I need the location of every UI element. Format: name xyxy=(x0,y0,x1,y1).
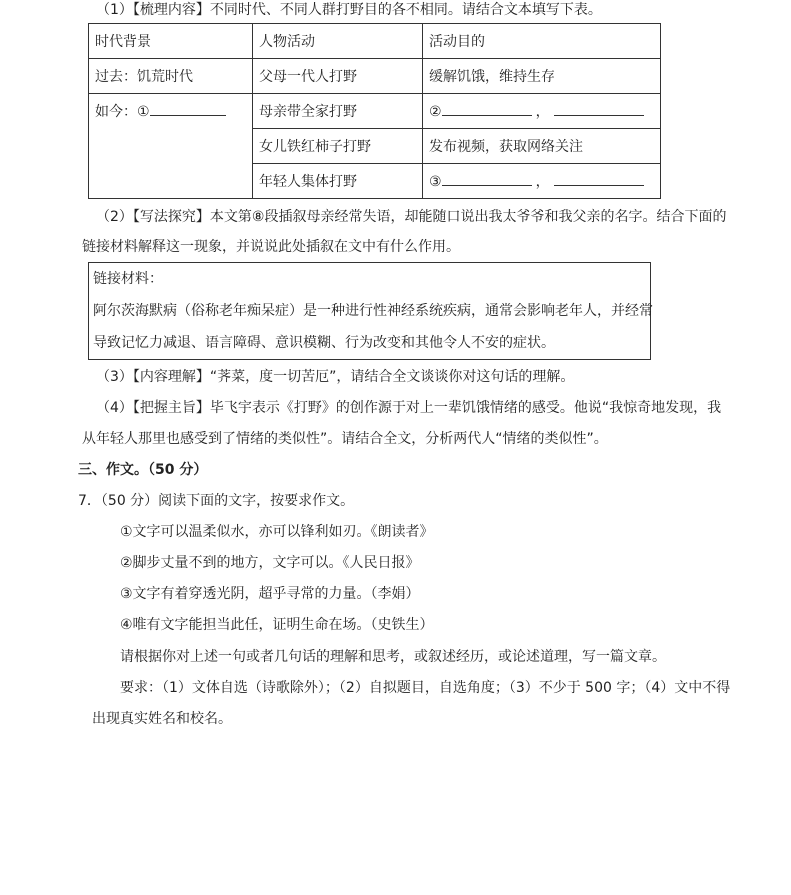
header-era: 时代背景 xyxy=(89,24,253,59)
q7-requirements-line1: 要求：（1）文体自选（诗歌除外）；（2）自拟题目，自选角度；（3）不少于 500 字；（4）文中不得 xyxy=(120,680,731,696)
cell-purpose: 发布视频，获取网络关注 xyxy=(423,129,661,164)
blank-marker: ② xyxy=(429,104,442,120)
answer-blank-2b[interactable] xyxy=(554,102,644,116)
blank-separator: ， xyxy=(535,174,550,190)
q1-intro: （1）【梳理内容】不同时代、不同人群打野目的各不相同。请结合文本填写下表。 xyxy=(96,2,602,18)
cell-activity: 年轻人集体打野 xyxy=(253,164,423,199)
material-line2: 导致记忆力减退、语言障碍、意识模糊、行为改变和其他令人不安的症状。 xyxy=(93,335,555,351)
q7-requirements-line2: 出现真实姓名和校名。 xyxy=(92,711,232,727)
now-label: 如今：① xyxy=(95,104,150,120)
quote-item: ②脚步丈量不到的地方，文字可以。《人民日报》 xyxy=(120,555,420,571)
q2-line1: （2）【写法探究】本文第⑧段插叙母亲经常失语，却能随口说出我太爷爷和我父亲的名字。结合下面的 xyxy=(96,209,727,225)
cell-activity: 女儿铁红柿子打野 xyxy=(253,129,423,164)
section-heading: 三、作文。（50 分） xyxy=(78,462,208,478)
cell-activity: 母亲带全家打野 xyxy=(253,94,423,129)
q3-text: （3）【内容理解】“荠菜，度一切苦厄”，请结合全文谈谈你对这句话的理解。 xyxy=(96,369,575,385)
table-row xyxy=(89,94,661,129)
cell-era-past: 过去：饥荒时代 xyxy=(89,59,253,94)
material-title: 链接材料： xyxy=(93,271,163,287)
purpose-table xyxy=(88,23,661,199)
blank-marker: ③ xyxy=(429,174,442,190)
cell-activity: 父母一代人打野 xyxy=(253,59,423,94)
quote-item: ③文字有着穿透光阴，超乎寻常的力量。（李娟） xyxy=(120,586,420,602)
header-purpose: 活动目的 xyxy=(423,24,661,59)
blank-separator: ， xyxy=(535,104,550,120)
q7-instruction: 请根据你对上述一句或者几句话的理解和思考，或叙述经历，或论述道理，写一篇文章。 xyxy=(120,649,666,665)
cell-purpose: 缓解饥饿，维持生存 xyxy=(423,59,661,94)
cell-purpose xyxy=(423,164,661,199)
answer-blank-3b[interactable] xyxy=(554,172,644,186)
link-material-box xyxy=(88,262,651,360)
table-header-row xyxy=(89,24,661,59)
cell-era-now xyxy=(89,94,253,199)
q2-line2: 链接材料解释这一现象，并说说此处插叙在文中有什么作用。 xyxy=(82,239,460,255)
cell-purpose xyxy=(423,94,661,129)
quote-item: ①文字可以温柔似水，亦可以锋利如刃。《朗读者》 xyxy=(120,524,434,540)
answer-blank-2a[interactable] xyxy=(442,102,532,116)
header-activity: 人物活动 xyxy=(253,24,423,59)
q4-line2: 从年轻人那里也感受到了情绪的类似性”。请结合全文，分析两代人“情绪的类似性”。 xyxy=(82,431,608,447)
answer-blank-1[interactable] xyxy=(150,102,226,116)
q4-line1: （4）【把握主旨】毕飞宇表示《打野》的创作源于对上一辈饥饿情绪的感受。他说“我惊奇地发现，我 xyxy=(96,400,722,416)
q7-intro: 7．（50 分）阅读下面的文字，按要求作文。 xyxy=(78,493,355,509)
answer-blank-3a[interactable] xyxy=(442,172,532,186)
quote-item: ④唯有文字能担当此任，证明生命在场。（史铁生） xyxy=(120,617,434,633)
material-line1: 阿尔茨海默病（俗称老年痴呆症）是一种进行性神经系统疾病，通常会影响老年人，并经常 xyxy=(93,303,653,319)
table-row xyxy=(89,59,661,94)
